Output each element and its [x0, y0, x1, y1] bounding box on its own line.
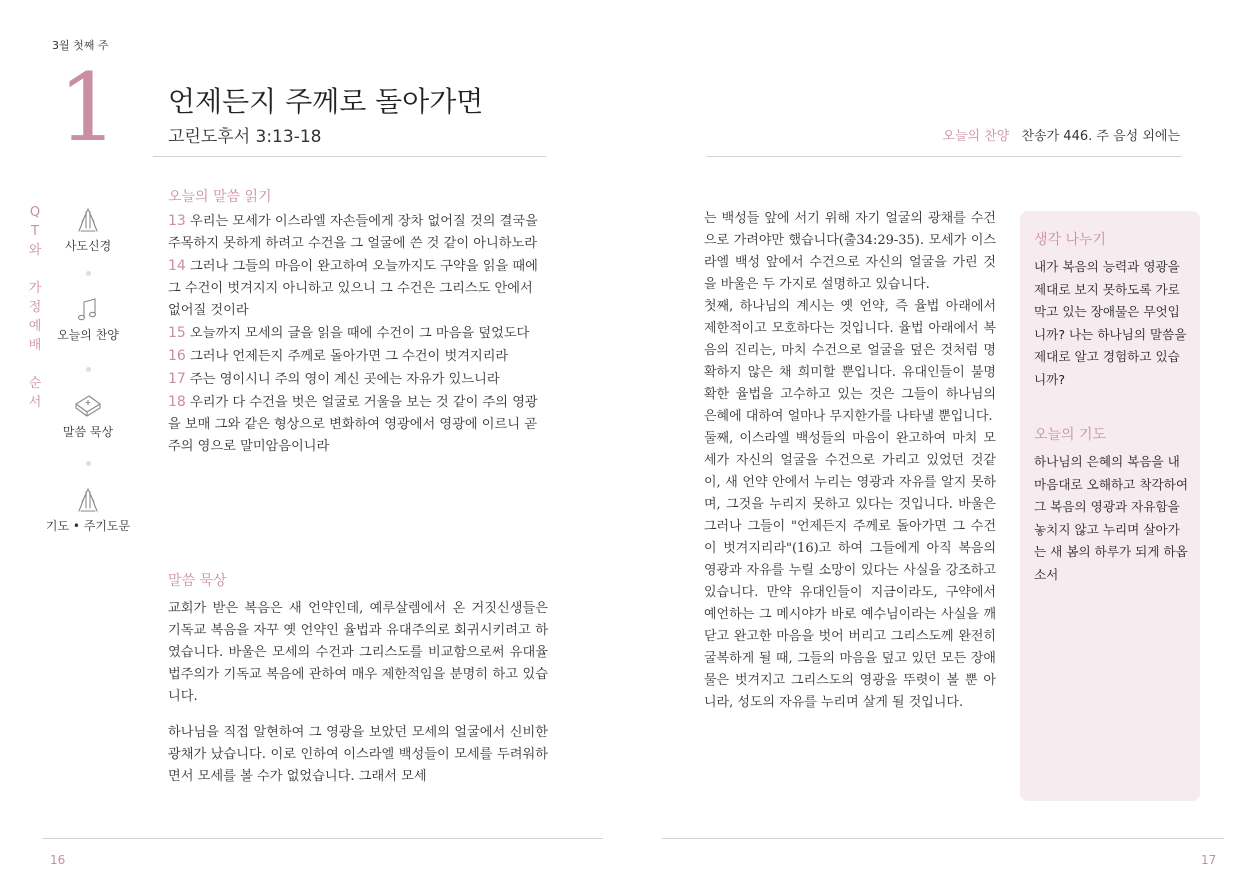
verse-number: 17: [168, 371, 186, 387]
verse-number: 15: [168, 325, 186, 341]
vertical-title-char: 배: [28, 338, 42, 353]
scripture-reference: 고린도후서 3:13-18: [168, 127, 322, 147]
verse-list: [168, 210, 548, 458]
praying-hands-icon: [75, 206, 101, 234]
sidebar-item-label: 사도신경: [64, 239, 112, 253]
vertical-title-char: 가: [28, 281, 42, 296]
verse: [168, 255, 548, 322]
vertical-title-char: 서: [28, 395, 42, 410]
vertical-title-char: 와: [28, 243, 42, 258]
verse: [168, 322, 548, 345]
sidebar-item-label: 오늘의 찬양: [57, 328, 119, 342]
sidebar-dot: [86, 271, 91, 276]
verse: [168, 345, 548, 368]
verse-text: 그러나 그들의 마음이 완고하여 오늘까지도 구약을 읽을 때에 그 수건이 벗겨지지 아니하고 있으니 그 수건은 그리스도 안에서 없어질 것이라: [168, 259, 538, 318]
meditation-paragraph: 는 백성들 앞에 서기 위해 자기 얼굴의 광채를 수건으로 가려야만 했습니다(출34:29-35). 모세가 이스라엘 백성 앞에서 수건으로 자신의 얼굴을 가린 것을 바울은 두 가지로 설명하고 있습니다.: [704, 211, 996, 292]
vertical-title-char: [28, 355, 42, 374]
meditation-continued: [704, 208, 996, 714]
sidebar-item-prayer: [38, 486, 138, 534]
music-note-icon: [77, 297, 99, 323]
verse-text: 우리가 다 수건을 벗은 얼굴로 거울을 보는 것 같이 주의 영광을 보매 그와 같은 형상으로 변화하여 영광에서 영광에 이르니 곧 주의 영으로 말미암음이니라: [168, 395, 538, 454]
vertical-title-char: 정: [28, 300, 42, 315]
page-title: 언제든지 주께로 돌아가면: [168, 85, 484, 118]
week-label: 3월 첫째 주: [52, 39, 109, 52]
prayer-heading: 오늘의 기도: [1034, 427, 1107, 443]
meditation-paragraph: 둘째, 이스라엘 백성들의 마음이 완고하여 마치 모세가 자신의 얼굴을 수건으로 가리고 있었던 것같이, 새 언약 안에서 누리는 영광과 자유를 알지 못하며, 그것을 누리지 못하고 있다는 것입니다. 바울은 그러나 그들이 "언제든지 주께로 돌아가면 그 수건이 벗겨지리라"(16)고 하여 그들에게 아직 복음의 영광과 자유를 누릴 소망이 있다는 사실을 강조하고 있습니다. 만약 유대인들이 지금이라도, 구약에서 예언하는 그 메시야가 바로 예수님이라는 사실을 깨닫고 완고한 마음을 벗어 버리고 그리스도께 완전히 굴복하게 될 때, 그들의 마음을 덮고 있던 모든 장애물은 벗겨지고 그리스도의 영광을 뚜렷이 볼 뿐 아니라, 성도의 자유를 누리며 살게 될 것입니다.: [704, 431, 996, 710]
verse: [168, 391, 548, 458]
header-divider-left: [153, 156, 546, 157]
sidebar-item-label: 기도 • 주기도문: [45, 519, 131, 533]
header-divider-right: [706, 156, 1182, 157]
verse-text: 우리는 모세가 이스라엘 자손들에게 장차 없어질 것의 결국을 주목하지 못하게 하려고 수건을 그 얼굴에 쓴 것 같이 아니하노라: [168, 214, 538, 251]
sidebar-dot: [86, 367, 91, 372]
verse-text: 오늘까지 모세의 글을 읽을 때에 수건이 그 마음을 덮었도다: [185, 326, 530, 341]
reading-heading: 오늘의 말씀 읽기: [168, 189, 272, 205]
sharing-prayer-box: [1020, 211, 1200, 801]
vertical-title-char: 예: [28, 319, 42, 334]
page-number-left: 16: [50, 853, 66, 867]
verse: [168, 210, 548, 255]
verse-number: 18: [168, 394, 186, 410]
meditation-paragraph: 교회가 받은 복음은 새 언약인데, 예루살렘에서 온 거짓신생들은 기독교 복음을 자꾸 옛 언약인 율법과 유대주의로 회귀시키려고 하였습니다. 바울은 모세의 수건과 그리스도를 비교함으로써 유대율법주의가 기독교 복음에 관하여 매우 제한적임을 분명히 하고 있습니다.: [168, 601, 548, 704]
verse-number: 16: [168, 348, 186, 364]
sidebar-item-meditation: [38, 392, 138, 440]
prayer-text: 하나님의 은혜의 복음을 내 마음대로 오해하고 착각하여 그 복음의 영광과 자유함을 놓치지 않고 누리며 살아가는 새 봄의 하루가 되게 하옵소서: [1034, 454, 1188, 582]
sharing-heading: 생각 나누기: [1034, 232, 1107, 248]
vertical-title-char: T: [31, 224, 39, 239]
praise-value: 찬송가 446. 주 음성 외에는: [1021, 129, 1180, 144]
meditation-heading: 말씀 묵상: [168, 573, 227, 589]
sidebar-item-praise: [38, 297, 138, 343]
verse-number: 14: [168, 258, 186, 274]
praying-hands-icon: [75, 486, 101, 514]
sidebar-item-creed: [38, 206, 138, 254]
verse-text: 그러나 언제든지 주께로 돌아가면 그 수건이 벗겨지리라: [185, 349, 509, 364]
footer-divider-right: [662, 838, 1224, 839]
footer-divider-left: [42, 838, 603, 839]
today-praise: [942, 125, 1180, 144]
praise-label: 오늘의 찬양: [942, 129, 1010, 144]
bible-icon: [73, 392, 103, 420]
vertical-title-char: [28, 260, 42, 279]
sidebar-dot: [86, 461, 91, 466]
day-number: 1: [58, 54, 118, 163]
page-number-right: 17: [1201, 853, 1217, 867]
meditation-paragraph: 첫째, 하나님의 계시는 옛 언약, 즉 율법 아래에서 제한적이고 모호하다는 것입니다. 율법 아래에서 복음의 진리는, 마치 수건으로 얼굴을 덮은 것처럼 명확하지 않은 채 희미할 뿐입니다. 유대인들이 불명확한 율법을 고수하고 있는 것은 그들이 하나님의 은혜에 대하여 얼마나 무지한가를 나타낼 뿐입니다.: [704, 299, 996, 424]
verse-text: 주는 영이시니 주의 영이 계신 곳에는 자유가 있느니라: [185, 372, 500, 387]
vertical-title-char: Q: [29, 205, 41, 220]
meditation-body: [168, 598, 548, 802]
verse: [168, 368, 548, 391]
vertical-title-char: 순: [28, 376, 42, 391]
meditation-paragraph: 하나님을 직접 알현하여 그 영광을 보았던 모세의 얼굴에서 신비한 광채가 났습니다. 이로 인하여 이스라엘 백성들이 모세를 두려워하면서 모세를 볼 수가 없었습니다. 그래서 모세: [168, 725, 548, 784]
verse-number: 13: [168, 213, 186, 229]
sharing-text: 내가 복음의 능력과 영광을 제대로 보지 못하도록 가로막고 있는 장애물은 무엇입니까? 나는 하나님의 말씀을 제대로 알고 경험하고 있습니까?: [1034, 259, 1187, 387]
sidebar-item-label: 말씀 묵상: [62, 425, 114, 439]
